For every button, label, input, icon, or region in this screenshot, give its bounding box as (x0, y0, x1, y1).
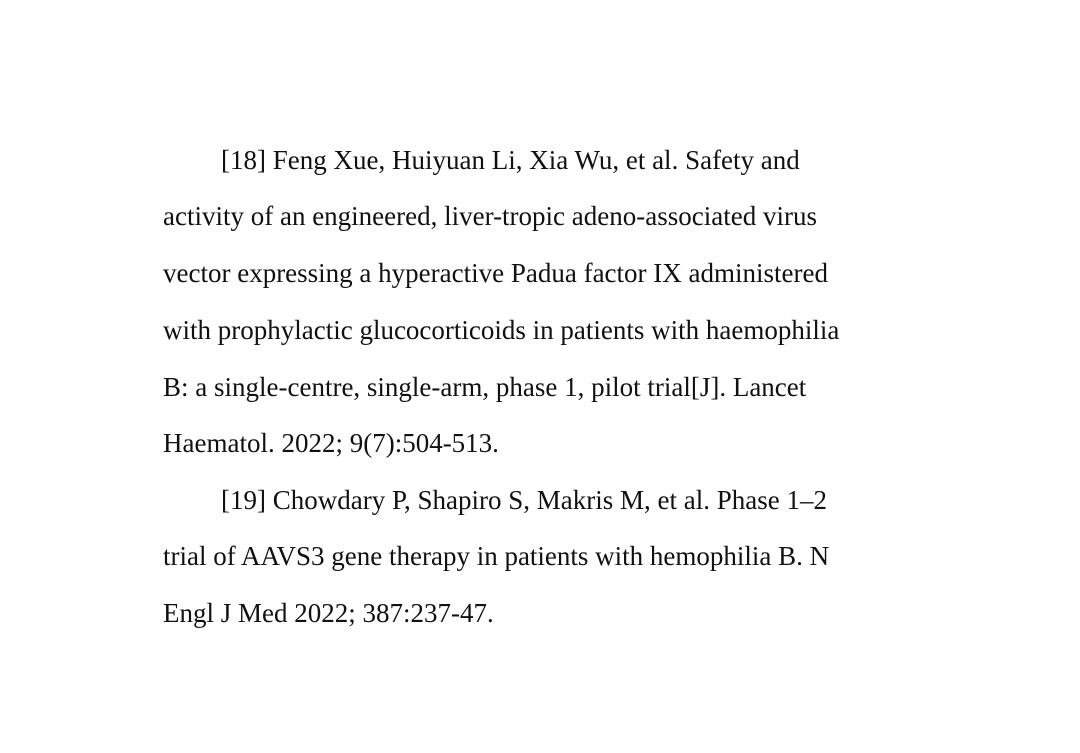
reference-line: [19] Chowdary P, Shapiro S, Makris M, et al. Phase 1–2 (221, 485, 827, 515)
reference-line: activity of an engineered, liver-tropic adeno-associated virus (163, 201, 817, 231)
reference-line: Haematol. 2022; 9(7):504-513. (163, 428, 499, 458)
reference-line: B: a single-centre, single-arm, phase 1, pilot trial[J]. Lancet (163, 372, 807, 402)
reference-line: Engl J Med 2022; 387:237-47. (163, 598, 494, 628)
reference-line: with prophylactic glucocorticoids in patients with haemophilia (163, 315, 840, 345)
reference-line: [18] Feng Xue, Huiyuan Li, Xia Wu, et al. Safety and (221, 145, 800, 175)
reference-line: trial of AAVS3 gene therapy in patients with hemophilia B. N (163, 541, 830, 571)
reference-line: vector expressing a hyperactive Padua factor IX administered (163, 258, 828, 288)
